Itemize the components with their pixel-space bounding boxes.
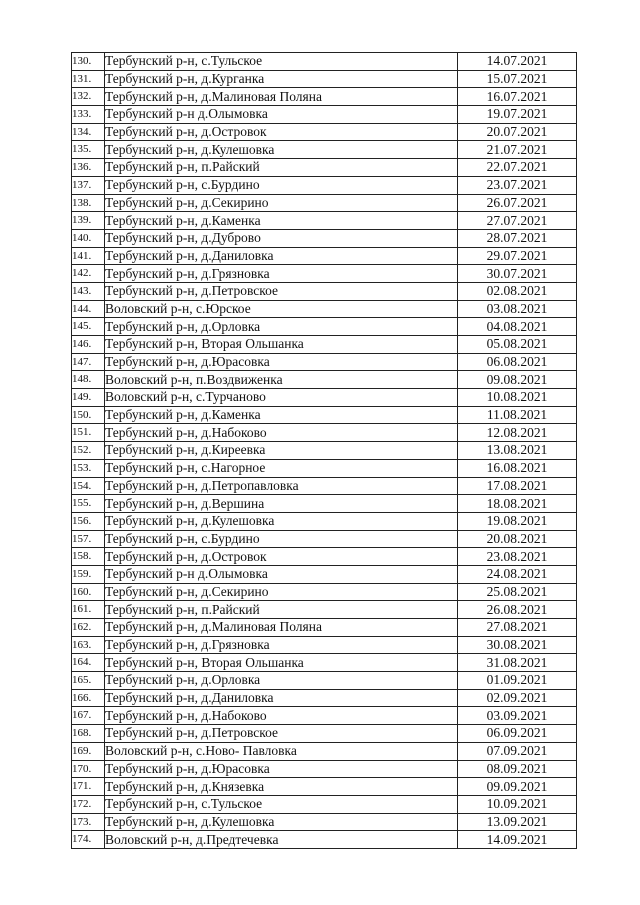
row-location: Тербунский р-н, д.Кулешовка [105, 813, 458, 831]
row-number: 154. [72, 477, 105, 495]
row-number: 133. [72, 106, 105, 124]
row-location: Тербунский р-н, д.Набоково [105, 424, 458, 442]
row-location: Тербунский р-н, с.Тульское [105, 795, 458, 813]
table-row [72, 477, 577, 495]
row-number: 141. [72, 247, 105, 265]
table-row [72, 282, 577, 300]
row-location: Тербунский р-н д.Олымовка [105, 106, 458, 124]
row-number: 151. [72, 424, 105, 442]
row-location: Тербунский р-н, с.Тульское [105, 53, 458, 71]
table-row [72, 495, 577, 513]
row-location: Тербунский р-н, д.Секирино [105, 583, 458, 601]
row-number: 165. [72, 672, 105, 690]
row-location: Тербунский р-н, д.Князевка [105, 778, 458, 796]
table-row [72, 424, 577, 442]
row-number: 172. [72, 795, 105, 813]
row-number: 150. [72, 406, 105, 424]
table-row [72, 123, 577, 141]
table-row [72, 672, 577, 690]
row-location: Тербунский р-н, д.Набоково [105, 707, 458, 725]
row-location: Тербунский р-н, д.Кулешовка [105, 512, 458, 530]
row-location: Тербунский р-н, п.Райский [105, 601, 458, 619]
table-row [72, 371, 577, 389]
row-location: Тербунский р-н, д.Грязновка [105, 265, 458, 283]
row-number: 161. [72, 601, 105, 619]
row-number: 160. [72, 583, 105, 601]
table-row [72, 194, 577, 212]
table-row [72, 813, 577, 831]
row-location: Тербунский р-н, д.Дуброво [105, 229, 458, 247]
row-number: 158. [72, 548, 105, 566]
schedule-table [71, 52, 577, 849]
row-number: 134. [72, 123, 105, 141]
row-number: 159. [72, 565, 105, 583]
row-number: 139. [72, 212, 105, 230]
table-row [72, 725, 577, 743]
row-date: 15.07.2021 [458, 70, 577, 88]
table-row [72, 512, 577, 530]
row-location: Тербунский р-н, д.Даниловка [105, 247, 458, 265]
row-location: Воловский р-н, с.Турчаново [105, 389, 458, 407]
row-date: 06.08.2021 [458, 353, 577, 371]
row-location: Тербунский р-н, с.Нагорное [105, 459, 458, 477]
row-number: 157. [72, 530, 105, 548]
row-date: 30.07.2021 [458, 265, 577, 283]
row-location: Тербунский р-н, д.Островок [105, 123, 458, 141]
table-row [72, 265, 577, 283]
row-number: 152. [72, 442, 105, 460]
table-row [72, 459, 577, 477]
row-location: Тербунский р-н, д.Секирино [105, 194, 458, 212]
row-location: Тербунский р-н, д.Грязновка [105, 636, 458, 654]
row-location: Тербунский р-н, д.Каменка [105, 406, 458, 424]
row-date: 19.08.2021 [458, 512, 577, 530]
row-date: 01.09.2021 [458, 672, 577, 690]
row-location: Тербунский р-н, д.Островок [105, 548, 458, 566]
table-row [72, 689, 577, 707]
row-date: 29.07.2021 [458, 247, 577, 265]
row-location: Тербунский р-н, д.Петропавловка [105, 477, 458, 495]
row-location: Тербунский р-н, д.Орловка [105, 318, 458, 336]
row-date: 05.08.2021 [458, 336, 577, 354]
row-date: 02.09.2021 [458, 689, 577, 707]
table-row [72, 565, 577, 583]
row-date: 09.08.2021 [458, 371, 577, 389]
row-number: 135. [72, 141, 105, 159]
table-row [72, 583, 577, 601]
table-row [72, 247, 577, 265]
row-date: 14.07.2021 [458, 53, 577, 71]
row-number: 155. [72, 495, 105, 513]
row-date: 31.08.2021 [458, 654, 577, 672]
row-number: 148. [72, 371, 105, 389]
row-number: 164. [72, 654, 105, 672]
row-location: Тербунский р-н, д.Курганка [105, 70, 458, 88]
row-location: Тербунский р-н, д.Даниловка [105, 689, 458, 707]
row-number: 143. [72, 282, 105, 300]
row-number: 169. [72, 742, 105, 760]
row-number: 156. [72, 512, 105, 530]
row-date: 03.08.2021 [458, 300, 577, 318]
row-number: 131. [72, 70, 105, 88]
table-row [72, 88, 577, 106]
row-number: 146. [72, 336, 105, 354]
row-number: 174. [72, 831, 105, 849]
row-number: 137. [72, 176, 105, 194]
row-date: 03.09.2021 [458, 707, 577, 725]
row-date: 20.08.2021 [458, 530, 577, 548]
table-row [72, 300, 577, 318]
row-number: 168. [72, 725, 105, 743]
row-location: Тербунский р-н, Вторая Ольшанка [105, 336, 458, 354]
row-number: 132. [72, 88, 105, 106]
row-number: 153. [72, 459, 105, 477]
row-location: Тербунский р-н, д.Кулешовка [105, 141, 458, 159]
row-date: 23.07.2021 [458, 176, 577, 194]
row-number: 142. [72, 265, 105, 283]
row-date: 07.09.2021 [458, 742, 577, 760]
row-date: 02.08.2021 [458, 282, 577, 300]
table-row [72, 654, 577, 672]
row-number: 163. [72, 636, 105, 654]
row-number: 144. [72, 300, 105, 318]
row-number: 136. [72, 159, 105, 177]
row-location: Тербунский р-н, Вторая Ольшанка [105, 654, 458, 672]
table-row [72, 778, 577, 796]
row-date: 26.07.2021 [458, 194, 577, 212]
row-date: 20.07.2021 [458, 123, 577, 141]
row-date: 19.07.2021 [458, 106, 577, 124]
row-location: Тербунский р-н, д.Киреевка [105, 442, 458, 460]
table-row [72, 389, 577, 407]
row-date: 16.07.2021 [458, 88, 577, 106]
row-location: Воловский р-н, п.Воздвиженка [105, 371, 458, 389]
row-date: 09.09.2021 [458, 778, 577, 796]
row-date: 13.08.2021 [458, 442, 577, 460]
row-location: Тербунский р-н, д.Орловка [105, 672, 458, 690]
row-location: Тербунский р-н, д.Каменка [105, 212, 458, 230]
row-location: Тербунский р-н, д.Вершина [105, 495, 458, 513]
table-row [72, 795, 577, 813]
row-date: 23.08.2021 [458, 548, 577, 566]
row-date: 10.08.2021 [458, 389, 577, 407]
row-date: 04.08.2021 [458, 318, 577, 336]
row-date: 12.08.2021 [458, 424, 577, 442]
row-date: 06.09.2021 [458, 725, 577, 743]
row-number: 147. [72, 353, 105, 371]
row-location: Тербунский р-н, д.Юрасовка [105, 353, 458, 371]
table-row [72, 318, 577, 336]
table-row [72, 619, 577, 637]
row-date: 08.09.2021 [458, 760, 577, 778]
table-row [72, 442, 577, 460]
table-row [72, 548, 577, 566]
row-location: Тербунский р-н, д.Малиновая Поляна [105, 619, 458, 637]
row-date: 28.07.2021 [458, 229, 577, 247]
row-date: 11.08.2021 [458, 406, 577, 424]
table-row [72, 530, 577, 548]
row-location: Тербунский р-н д.Олымовка [105, 565, 458, 583]
row-date: 10.09.2021 [458, 795, 577, 813]
schedule-table-body [72, 53, 577, 849]
row-location: Воловский р-н, д.Предтечевка [105, 831, 458, 849]
table-row [72, 212, 577, 230]
table-row [72, 353, 577, 371]
row-number: 149. [72, 389, 105, 407]
row-location: Тербунский р-н, п.Райский [105, 159, 458, 177]
table-row [72, 601, 577, 619]
table-row [72, 176, 577, 194]
row-location: Тербунский р-н, д.Юрасовка [105, 760, 458, 778]
row-number: 162. [72, 619, 105, 637]
table-row [72, 159, 577, 177]
row-date: 25.08.2021 [458, 583, 577, 601]
row-date: 24.08.2021 [458, 565, 577, 583]
row-date: 26.08.2021 [458, 601, 577, 619]
row-number: 171. [72, 778, 105, 796]
row-date: 14.09.2021 [458, 831, 577, 849]
table-row [72, 636, 577, 654]
table-row [72, 53, 577, 71]
row-date: 13.09.2021 [458, 813, 577, 831]
row-date: 21.07.2021 [458, 141, 577, 159]
table-row [72, 336, 577, 354]
row-number: 173. [72, 813, 105, 831]
row-number: 170. [72, 760, 105, 778]
row-location: Тербунский р-н, д.Петровское [105, 725, 458, 743]
table-row [72, 742, 577, 760]
table-row [72, 707, 577, 725]
row-date: 27.07.2021 [458, 212, 577, 230]
table-row [72, 229, 577, 247]
row-date: 16.08.2021 [458, 459, 577, 477]
table-row [72, 141, 577, 159]
row-date: 18.08.2021 [458, 495, 577, 513]
row-location: Тербунский р-н, д.Петровское [105, 282, 458, 300]
table-row [72, 760, 577, 778]
row-number: 167. [72, 707, 105, 725]
row-number: 140. [72, 229, 105, 247]
row-date: 27.08.2021 [458, 619, 577, 637]
table-row [72, 106, 577, 124]
row-location: Воловский р-н, с.Юрское [105, 300, 458, 318]
row-number: 130. [72, 53, 105, 71]
row-location: Тербунский р-н, с.Бурдино [105, 530, 458, 548]
row-location: Тербунский р-н, с.Бурдино [105, 176, 458, 194]
row-location: Воловский р-н, с.Ново- Павловка [105, 742, 458, 760]
row-date: 17.08.2021 [458, 477, 577, 495]
row-date: 30.08.2021 [458, 636, 577, 654]
table-row [72, 406, 577, 424]
row-number: 166. [72, 689, 105, 707]
table-row [72, 831, 577, 849]
row-number: 145. [72, 318, 105, 336]
row-number: 138. [72, 194, 105, 212]
row-date: 22.07.2021 [458, 159, 577, 177]
row-location: Тербунский р-н, д.Малиновая Поляна [105, 88, 458, 106]
table-row [72, 70, 577, 88]
